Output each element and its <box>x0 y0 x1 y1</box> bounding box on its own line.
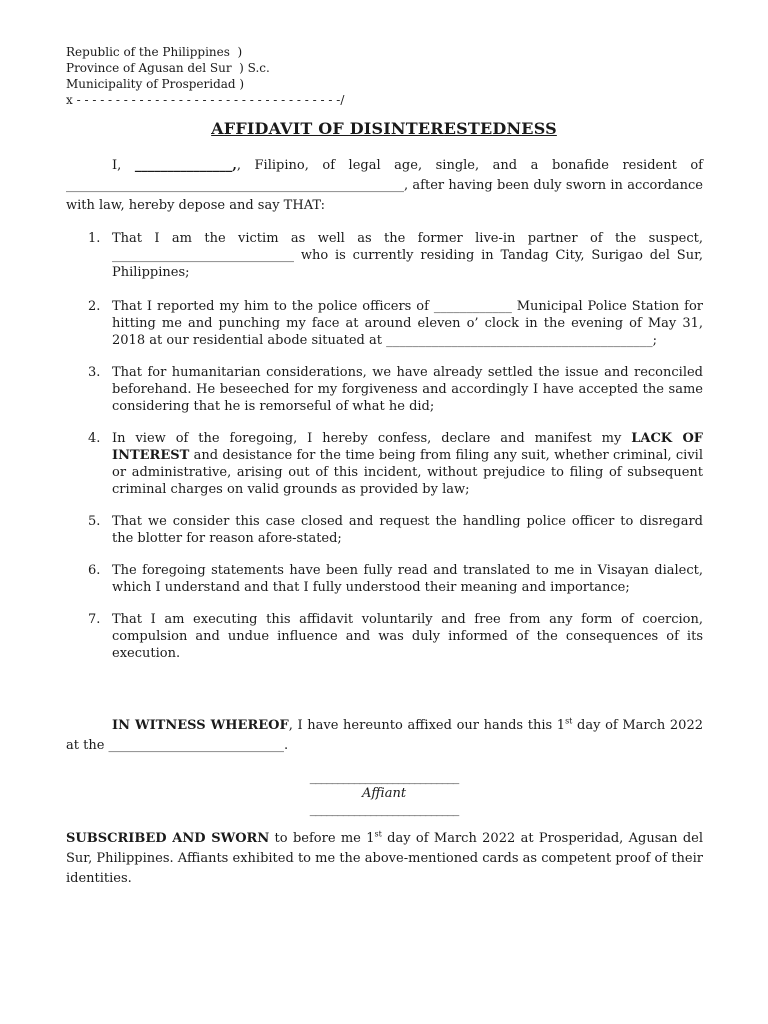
header-province: Province of Agusan del Sur ) S.c. <box>66 61 270 75</box>
witness-ordinal: st <box>565 716 573 726</box>
item-text: and desistance for the time being from filing any suit, whether criminal, civil or administrative, arising out of this incident, without prejudice to filing of subsequent criminal charges on valid grounds as provided by law; <box>112 448 703 497</box>
item-number: 5. <box>88 514 101 529</box>
lack-of-interest-emphasis: LACK OF INTEREST <box>112 431 703 463</box>
intro-post-name: , Filipino, of legal age, single, and a bonafide resident of <box>236 158 703 173</box>
intro-post-address: , after having been duly sworn in accordance with law, hereby depose and say THAT: <box>66 178 703 213</box>
item-text: In view of the foregoing, I hereby confess, declare and manifest my <box>112 431 632 446</box>
item-number: 6. <box>88 563 101 578</box>
abode-blank: _________________________________________ <box>386 333 653 348</box>
item-text: ; <box>652 333 658 348</box>
list-item <box>80 364 703 415</box>
header-separator: x - - - - - - - - - - - - - - - - - - - - - - - - - - - - - - - - - -/ <box>66 93 345 107</box>
witness-text: . <box>284 738 289 753</box>
list-item <box>80 298 703 349</box>
affiant-name-blank: _______________ <box>134 158 233 173</box>
list-item <box>80 513 703 547</box>
list-item <box>80 611 703 662</box>
item-text: That we consider this case closed and request the handling police officer to disregard the blotter for reason afore-stated; <box>112 514 703 546</box>
item-text: Municipal Police Station for hitting me and punching my face at around eleven o’ clock in the evening of May 31, 2018 at our residential abode situated at <box>112 299 704 348</box>
sworn-emphasis: SUBSCRIBED AND SWORN <box>66 831 270 846</box>
sworn-text: day of March 2022 at Prosperidad, Agusan del Sur, Philippines. Affiants exhibited to me the above-mentioned cards as competent proof of their identities. <box>66 831 703 886</box>
item-number: 2. <box>88 299 101 314</box>
list-item <box>80 230 703 281</box>
item-text: who is currently residing in Tandag City, Surigao del Sur, Philippines; <box>112 248 703 280</box>
intro-paragraph: I, _______________,, Filipino, of legal age, single, and a bonafide resident of ____________________________________________________, after having been duly sworn in accordance with law, hereby depose and say THAT: <box>66 158 703 213</box>
witness-text: day of March 2022 at the <box>66 718 703 753</box>
item-text: That for humanitarian considerations, we have already settled the issue and reconciled beforehand. He beseeched for my forgiveness and accordingly I have accepted the same considering that he is remorseful of what he did; <box>112 365 703 414</box>
signature-line: ___________________________ <box>309 770 459 785</box>
witness-paragraph <box>66 716 703 756</box>
item-text: The foregoing statements have been fully read and translated to me in Visayan dialect, which I understand and that I fully understood their meaning and importance; <box>112 563 703 595</box>
intro-pre: I, <box>112 158 135 173</box>
station-blank: ____________ <box>433 299 512 314</box>
header-municipality: Municipality of Prosperidad ) <box>66 77 245 91</box>
list-item <box>80 430 703 498</box>
item-text: That I reported my him to the police officers of <box>112 299 434 314</box>
venue-header <box>66 44 344 108</box>
document-title: AFFIDAVIT OF DISINTERESTEDNESS <box>211 119 557 138</box>
item-text: That I am the victim as well as the former live-in partner of the suspect, <box>112 231 703 246</box>
item-number: 1. <box>88 231 101 246</box>
statement-list <box>80 230 703 662</box>
witness-emphasis: IN WITNESS WHEREOF <box>112 718 289 733</box>
place-blank: ___________________________ <box>108 738 285 753</box>
list-item <box>80 562 703 596</box>
affiant-label: Affiant <box>361 786 407 801</box>
signature-underline: ___________________________ <box>309 802 459 817</box>
item-number: 4. <box>88 431 101 446</box>
jurat-paragraph <box>66 829 703 889</box>
sworn-ordinal: st <box>374 829 382 839</box>
header-republic: Republic of the Philippines ) <box>66 45 243 59</box>
sworn-text: to before me 1 <box>269 831 375 846</box>
item-number: 3. <box>88 365 101 380</box>
witness-text: , I have hereunto affixed our hands this 1 <box>288 718 566 733</box>
suspect-name-blank: ____________________________ <box>112 248 294 263</box>
item-text: That I am executing this affidavit voluntarily and free from any form of coercion, compulsion and undue influence and was duly informed of the consequences of its execution. <box>112 612 703 661</box>
address-blank: ____________________________________________________ <box>66 178 404 193</box>
affiant-signature-block <box>0 770 768 818</box>
item-number: 7. <box>88 612 101 627</box>
